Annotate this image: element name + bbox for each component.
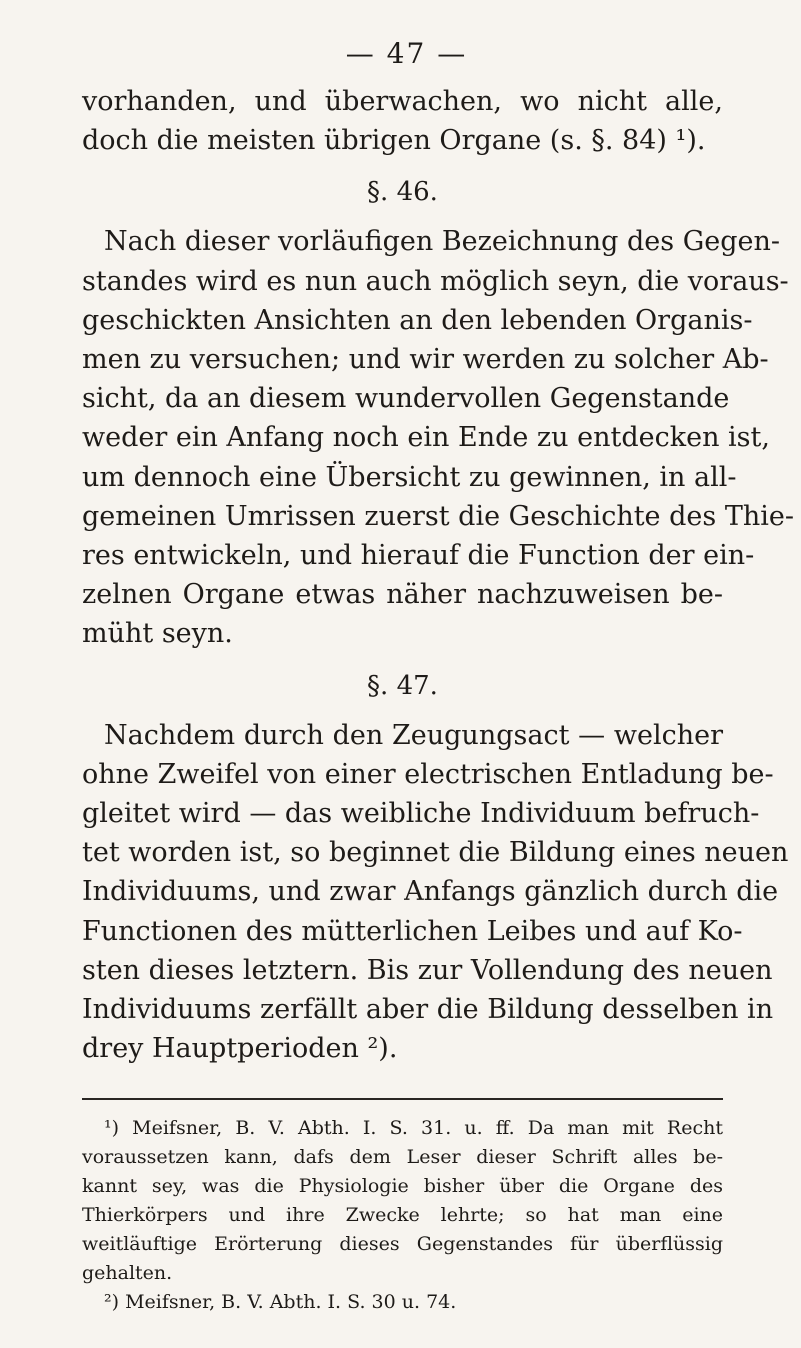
text-line: zelnen Organe etwas näher nachzuweisen be-	[82, 579, 723, 611]
text-line: gleitet wird — das weibliche Individuum befruch-	[82, 798, 760, 830]
text-line: tet worden ist, so beginnet die Bildung eines neuen	[82, 837, 789, 869]
text-line: res entwickeln, und hierauf die Function der ein-	[82, 540, 755, 572]
text-line: um dennoch eine Übersicht zu gewinnen, in all-	[82, 461, 737, 493]
footnote-line: gehalten.	[82, 1262, 173, 1285]
text-line: ohne Zweifel von einer electrischen Entladung be-	[82, 758, 774, 790]
text-line: doch die meisten übrigen Organe (s. §. 84) ¹).	[82, 125, 706, 157]
text-line: geschickten Ansichten an den lebenden Organis-	[82, 304, 753, 336]
text-line: standes wird es nun auch möglich seyn, die voraus-	[82, 265, 789, 297]
section-heading-46: §. 46.	[367, 177, 438, 208]
page-number: — 47 —	[345, 37, 468, 70]
paragraph-47	[82, 716, 789, 1069]
text-line: Individuums zerfällt aber die Bildung desselben in	[82, 994, 774, 1026]
footnote-line: ¹) Meifsner, B. V. Abth. I. S. 31. u. ff. Da man mit Recht	[104, 1117, 723, 1140]
footnote-1	[82, 1114, 723, 1288]
footnote-line: kannt sey, was die Physiologie bisher über die Organe des	[82, 1175, 723, 1198]
text-line: Nachdem durch den Zeugungsact — welcher	[104, 719, 723, 751]
text-line: men zu versuchen; und wir werden zu solcher Ab-	[82, 344, 769, 376]
footnote-divider	[82, 1098, 723, 1100]
footnote-line: weitläuftige Erörterung dieses Gegenstandes für überflüssig	[82, 1233, 723, 1256]
text-line: Individuums, und zwar Anfangs gänzlich durch die	[82, 876, 779, 908]
text-line: drey Hauptperioden ²).	[82, 1033, 398, 1065]
section-heading-47: §. 47.	[367, 670, 438, 701]
text-line: Functionen des mütterlichen Leibes und auf Ko-	[82, 915, 743, 947]
text-line: vorhanden, und überwachen, wo nicht alle,	[82, 86, 723, 117]
footnote-line: voraussetzen kann, dafs dem Leser dieser Schrift alles be-	[82, 1146, 723, 1169]
text-line: sicht, da an diesem wundervollen Gegenstande	[82, 383, 730, 415]
text-line: gemeinen Umrissen zuerst die Geschichte des Thie-	[82, 500, 794, 532]
paragraph-continuation	[82, 82, 723, 160]
text-line: Nach dieser vorläufigen Bezeichnung des Gegen-	[104, 226, 781, 258]
footnote-2: ²) Meifsner, B. V. Abth. I. S. 30 u. 74.	[104, 1291, 457, 1314]
text-line: müht seyn.	[82, 618, 233, 650]
text-line: weder ein Anfang noch ein Ende zu entdecken ist,	[82, 422, 770, 454]
text-line: sten dieses letztern. Bis zur Vollendung des neuen	[82, 954, 773, 986]
footnote-line: Thierkörpers und ihre Zwecke lehrte; so hat man eine	[82, 1204, 723, 1227]
paragraph-46	[82, 222, 794, 653]
